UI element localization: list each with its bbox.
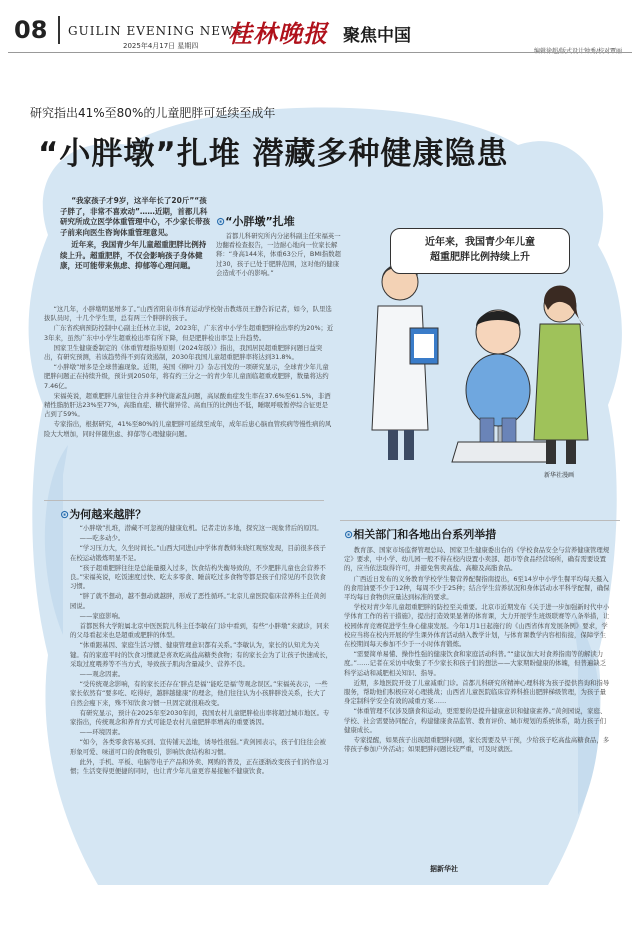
paragraph: 首都医科大学附属北京中医医院儿科主任李敏在门诊中看到，有些“小胖墩”来就诊，同来的父母看起来也是超重或肥胖的体型。 [70, 622, 330, 640]
section-1-text-top [216, 232, 344, 279]
paragraph: “小胖墩”增多是全球普遍现象。近期，英国《柳叶刀》杂志刊发的一项研究显示，全球青少年儿童肥胖问题正在持续升级，预计到2050年，将有约三分之一的青少年儿童面临超重或肥胖，数量将达约7.46亿。 [44, 363, 329, 390]
divider [58, 16, 60, 44]
paragraph: 教育部、国家市场监督管理总局、国家卫生健康委出台的《学校食品安全与营养健康管理规定》要求，中小学、幼儿园一般不得在校内设置小卖部、超市等食品经营场所，确有需要设置的，应当依法取得许可，并避免售卖高盐、高糖及高脂食品。 [344, 546, 610, 573]
bubble-line: 超重肥胖比例持续上升 [430, 252, 530, 263]
background-silhouette [8, 55, 632, 919]
paragraph: “孩子超重肥胖往往是总能量摄入过多，饮食结构失衡导致的，不少肥胖儿童也会营养不良。”宋福英说，吃饭速度过快、吃太多零食、睡前吃过多食物等都是孩子们常见的不良饮食习惯。 [70, 563, 326, 591]
paragraph: “学习压力大，久坐时间长。”山西大同进山中学体育教师朱晓红观察发现，目前很多孩子在校运动锻炼明显不足。 [70, 544, 326, 562]
paragraph: “这几年，小胖墩明显增多了。”山西省阳泉市体育运动学校射击教练员王静告诉记者，如今，队里选拔队员时，十几个学生里，总有两三个胖胖的孩子。 [44, 305, 332, 323]
paragraph: 此外，手机、平板、电脑等电子产品和外卖、网购的普及，正在逐渐改变孩子们的作息习惯；生活变得更便捷的同时，也让青少年儿童更容易接触不健康饮食。 [70, 757, 329, 776]
section-2-text [70, 524, 332, 777]
paragraph: 宋福英说，超重肥胖儿童往往合并多种代谢紊乱问题，高尿酸血症发生率在37.6%至61.5%，非酒精性脂肪肝达23%至77%，高脂血症、糖代谢异常、高血压的比例也不低，睡眠呼吸暂停综合征更是占到了59%。 [44, 391, 331, 419]
section-title-1 [216, 213, 295, 229]
paragraph: “需要简单易懂、操作性强的健康饮食和家庭活动科普。”“建议加大对食养指南等的解读力度。”……记者在采访中收集了不少家长和孩子们的想法——大家期盼健康的体魄，但普遍缺乏科学运动和减肥相关知识、指导。 [344, 650, 607, 677]
lead-paragraph: 近年来，我国青少年儿童超重肥胖比例持续上升。超重肥胖，不仅会影响孩子身体健康，还可能带来焦虑、抑郁等心理问题。 [60, 240, 207, 270]
paragraph: 国家卫生健康委制定的《体重管理指导原则（2024年版）》指出，我国居民超重肥胖问题日益突出，有研究预测，若该趋势得不到有效遏制，2030年我国儿童超重肥胖率将达到31.8%。 [44, 343, 323, 362]
english-name: GUILIN EVENING NEWS [68, 24, 244, 38]
lead-paragraph: “我家孩子才9岁，这半年长了20斤”“孩子胖了，非常不喜欢动”……近期，首都儿科研究所成立医学体重管理中心，不少家长带孩子前来向医生咨询体重管理意见。 [60, 196, 210, 237]
paragraph: 首都儿科研究所内分泌科副主任宋福英一边翻看检查报告，一边耐心地向一位家长解释：“身高144米，体重63公斤，BMI指数超过30，孩子已处于肥胖范围，这对他的健康会造成不小的影响。” [216, 232, 341, 277]
section-1-text-body [44, 305, 334, 440]
lead-paragraphs [60, 196, 210, 274]
bullet-icon: ⊙ [60, 508, 70, 521]
newspaper-logo: 桂林晚报 [228, 19, 328, 48]
paragraph: “如今，各类零食容易买到、宣传铺天盖地，诱导性很强。”黄剑园表示，孩子们往往会被形象可爱、味道可口的食物吸引，影响饮食结构和习惯。 [70, 738, 326, 756]
paragraph: “小胖墩”扎堆，潜藏不可忽视的健康危机。记者走访多地，探究这一现象背后的原因。 [79, 524, 323, 532]
paragraph: “受传统观念影响，有的家长还存在‘胖点是福’‘能吃是福’等观念误区。”宋福英表示，一些家长依然有“要多吃、吃得好，越胖越健康”的理念，他们往往认为小孩胖胖没关系，长大了自然会瘦下来，殊不知饮食习惯一旦固定就很难改变。 [70, 680, 328, 707]
masthead [8, 10, 632, 50]
speech-bubble [390, 228, 570, 274]
section-title-text: 为何越来越胖？ [69, 508, 147, 521]
section-title-2 [60, 506, 146, 522]
section-title-text: 相关部门和各地出台系列举措 [353, 528, 497, 541]
paragraph: ——环境因素。 [79, 728, 125, 737]
paragraph: ——家庭影响。 [79, 611, 125, 620]
bullet-icon: ⊙ [344, 528, 354, 541]
paragraph: 学校对青少年儿童超重肥胖的防控至关重要。北京市近期发布《关于进一步加强新时代中小学体育工作的若干措施》，提出打造效果显著的体育课，大力开展学生班级联赛等八条举措，让校园体育竞赛促进学生身心健康发展。今年1月1日起施行的《山西省体育发展条例》要求，学校应当将在校内开展的学生课外体育活动纳入教学计划，与体育课教学内容相衔接，保障学生在校期间每天参加不少于一小时体育锻炼。 [344, 603, 610, 649]
page-number: 08 [14, 16, 48, 44]
paragraph: 专家提醒，如果孩子出现超重肥胖问题，家长需要及早干预，少给孩子吃高盐高糖食品，多带孩子参加户外活动；如果肥胖问题比较严重，可及时就医。 [344, 736, 610, 754]
paragraph: 专家指出，根据研究，41%至80%的儿童肥胖可延续至成年，成年后患心脑血管疾病等慢性病的风险大大增加，同时伴随焦虑、抑郁等心理健康问题。 [44, 420, 332, 438]
section-name: 聚焦中国 [343, 26, 411, 46]
subheadline: 研究指出41%至80%的儿童肥胖可延续至成年 [30, 106, 276, 120]
paragraph: 广东省疾病预防控制中心副主任林立丰说，2023年，广东省中小学生超重肥胖检出率约为20%；近3年来，虽然广东中小学生超重检出率有所下降，但是肥胖检出率呈上升趋势。 [44, 324, 334, 342]
bullet-icon: ⊙ [216, 215, 226, 228]
column-rule [44, 500, 324, 501]
byline: 据新华社 [430, 865, 458, 873]
paragraph: 广西近日发布的义务教育学校学生餐营养配餐指南提出，6至14岁中小学生餐平均每天摄入的食用油要不少于12种，每周不少于25种；结合学生营养状况和身体活动水平科学配餐，确保平均每日食物供应量达到标准的要求。 [344, 574, 610, 602]
illustration-credit: 新华社漫画 [544, 472, 575, 479]
paragraph: ——吃多动少。 [79, 534, 125, 543]
column-rule [340, 520, 620, 521]
paragraph: “体重管理不仅涉及膳食和运动，更需要的是提升健康意识和健康素养。”黄剑园说，家庭、学校、社会需要协同配合，构建健康食品监管、教育评价、城市规划的系统体系，助力孩子们健康成长。 [344, 707, 607, 734]
section-title-text: “小胖墩”扎堆 [225, 215, 295, 228]
editor-credits [534, 46, 622, 55]
bubble-line: 近年来，我国青少年儿童 [425, 237, 535, 248]
paragraph: 近期，多地医院开设了儿童减重门诊。首都儿科研究所精神心理科将为孩子提供咨询和指导服务，帮助他们积极应对心理挑战；山西省儿童医院临床营养科推出肥胖梯级管理，为孩子量身定制科学安全有效的减重方案…… [344, 678, 610, 706]
section-3-text [344, 546, 612, 755]
paragraph: ——观念因素。 [79, 670, 125, 679]
headline: “小胖墩”扎堆 潜藏多种健康隐患 [38, 136, 509, 172]
paragraph: 有研究显示，预计在2025年至2030年间，我国农村儿童肥胖检出率将超过城市地区。专家指出，传统观念和养育方式可能是农村儿童肥胖率增高的重要诱因。 [70, 708, 330, 727]
issue-date: 2025年4月17日 星期四 [123, 42, 199, 50]
header-rule [8, 52, 632, 53]
section-title-3 [344, 526, 496, 542]
paragraph: “体重跟基因、家庭生活习惯、健康管理意识都有关系。”李敏认为，家长的认知尤为关键。有的家庭平时的饮食习惯就是喜欢吃高盐高糖类食物；有的家长会为了让孩子快速成长，采取过度喂养等不当方式，导致孩子肌肉含量减少、营养不良。 [70, 641, 333, 668]
paragraph: “胖了就不想动，越不想动就越胖，形成了恶性循环。”北京儿童医院临床营养科主任黄剑园说。 [70, 592, 326, 610]
